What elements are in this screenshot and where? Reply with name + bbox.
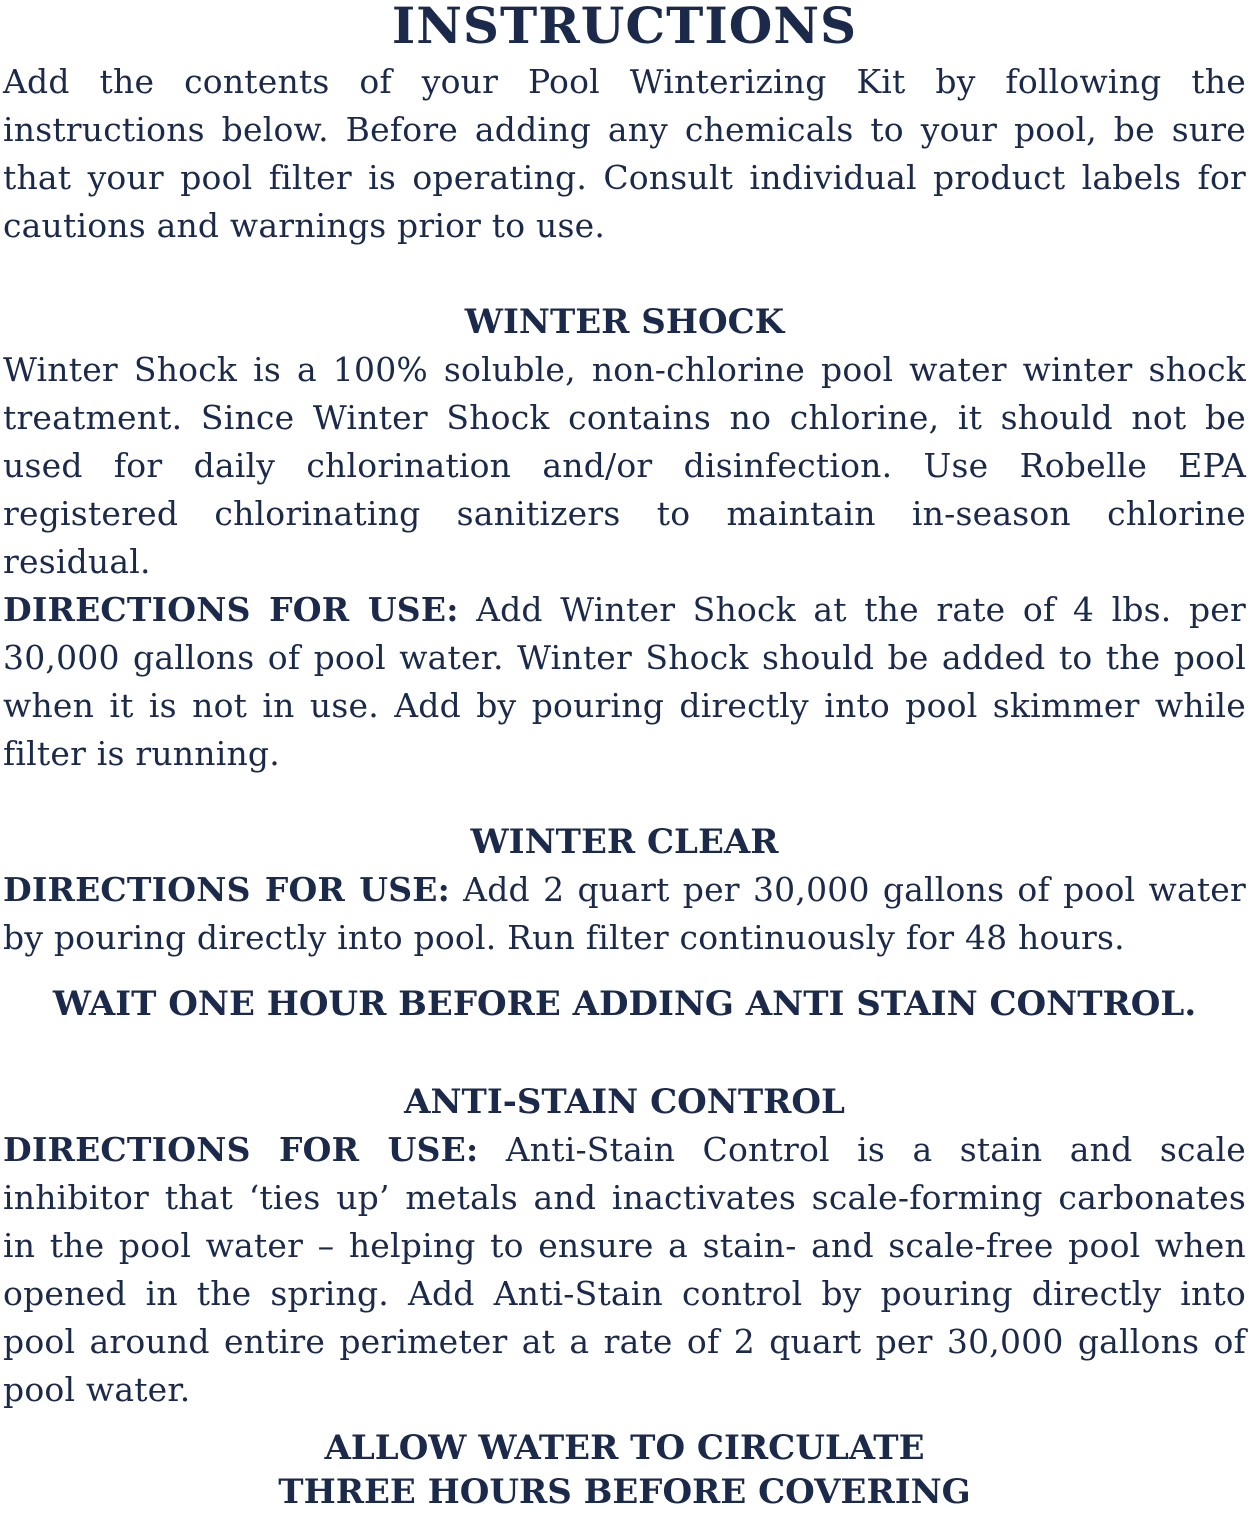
winter-clear-notice: WAIT ONE HOUR BEFORE ADDING ANTI STAIN CONTROL. (52, 984, 1197, 1024)
directions-label: DIRECTIONS FOR USE: (3, 1130, 479, 1169)
winter-clear-directions (3, 866, 1246, 962)
directions-text: Anti-Stain Control is a stain and scale inhibitor that ‘ties up’ metals and inactivates scale-forming carbonates in the pool water – helping to ensure a stain- and scale-free pool when opened in the spring. Add Anti-Stain control by pouring directly into pool around entire perimeter at a rate of 2 quart per 30,000 gallons of pool water. (3, 1130, 1246, 1409)
winter-clear-heading: WINTER CLEAR (470, 822, 779, 862)
anti-stain-directions (3, 1126, 1246, 1414)
page-title: INSTRUCTIONS (391, 0, 858, 55)
directions-label: DIRECTIONS FOR USE: (3, 590, 459, 629)
anti-stain-notice-line-2: THREE HOURS BEFORE COVERING (278, 1472, 971, 1512)
anti-stain-notice-line-1: ALLOW WATER TO CIRCULATE (324, 1428, 925, 1468)
winter-shock-directions (3, 586, 1246, 778)
spacer (3, 1026, 1246, 1078)
winter-clear-section (3, 818, 1246, 1026)
anti-stain-section (3, 1078, 1246, 1514)
winter-shock-description: Winter Shock is a 100% soluble, non-chlorine pool water winter shock treatment. Since Winter Shock contains no chlorine, it should not be used for daily chlorination and/or disinfection. Use Robelle EPA registered chlorinating sanitizers to maintain in-season chlorine residual. (3, 350, 1246, 581)
winter-shock-section (3, 298, 1246, 778)
spacer (3, 962, 1246, 982)
winter-shock-heading: WINTER SHOCK (464, 302, 785, 342)
directions-text: Add 2 quart per 30,000 gallons of pool water by pouring directly into pool. Run filter continuously for 48 hours. (3, 870, 1247, 957)
directions-label: DIRECTIONS FOR USE: (3, 870, 450, 909)
spacer (3, 250, 1246, 298)
spacer (3, 1414, 1246, 1426)
directions-text: Add Winter Shock at the rate of 4 lbs. per 30,000 gallons of pool water. Winter Shock should be added to the pool when it is not in use. Add by pouring directly into pool skimmer while filter is running. (3, 590, 1247, 773)
anti-stain-heading: ANTI-STAIN CONTROL (404, 1082, 845, 1122)
spacer (3, 778, 1246, 818)
intro-paragraph: Add the contents of your Pool Winterizing Kit by following the instructions below. Before adding any chemicals to your pool, be sure that your pool filter is operating. Consult individual product labels for cautions and warnings prior to use. (3, 62, 1246, 245)
